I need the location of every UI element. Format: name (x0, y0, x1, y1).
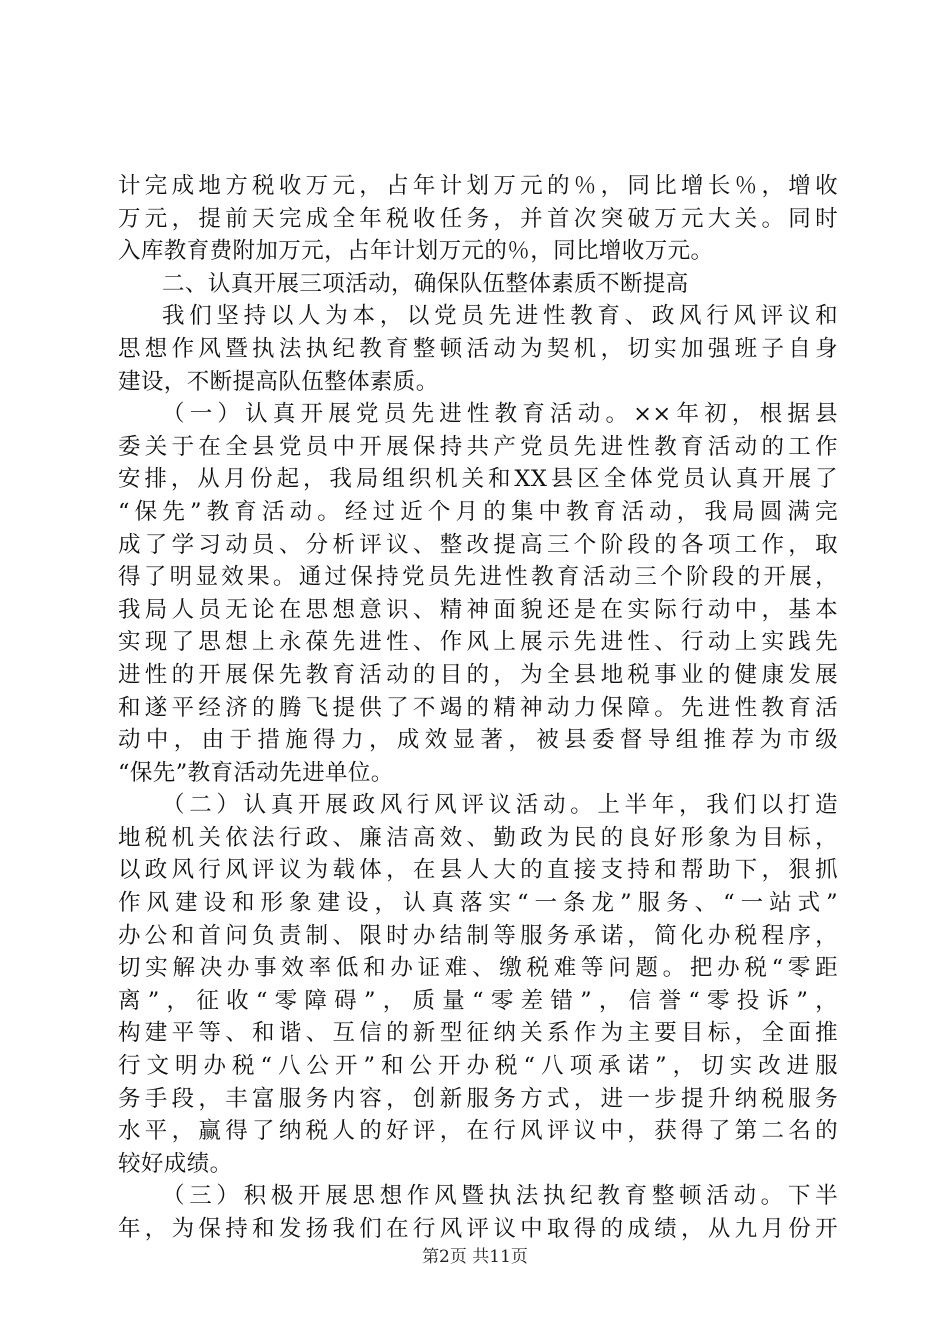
subsection-heading: （一）认真开展党员先进性教育活动。××年初，根据县 (162, 401, 838, 428)
text-line: 水平，赢得了纳税人的好评，在行风评议中，获得了第二名的 (118, 1118, 838, 1145)
text-line: 思想作风暨执法执纪教育整顿活动为契机，切实加强班子自身 (118, 335, 838, 362)
text-line: 行文明办税“八公开”和公开办税“八项承诺”，切实改进服 (118, 1053, 838, 1080)
body-text (118, 170, 838, 1246)
text-line: 离”，征收“零障碍”，质量“零差错”，信誉“零投诉”， (118, 987, 838, 1014)
text-line: 构建平等、和谐、互信的新型征纳关系作为主要目标，全面推 (118, 1020, 838, 1047)
text-line: 作风建设和形象建设，认真落实“一条龙”服务、“一站式” (118, 890, 838, 917)
text-line: 以政风行风评议为载体，在县人大的直接支持和帮助下，狠抓 (118, 857, 838, 884)
text-line: 动中，由于措施得力，成效显著，被县委督导组推荐为市级 (118, 727, 838, 754)
text-line: 入库教育费附加万元，占年计划万元的％，同比增收万元。 (118, 238, 714, 265)
text-line: 计完成地方税收万元，占年计划万元的％，同比增长％，增收 (118, 173, 838, 199)
text-line: “保先”教育活动先进单位。 (118, 759, 394, 786)
text-line: 实现了思想上永葆先进性、作风上展示先进性、行动上实践先 (118, 629, 838, 656)
text-line: 我局人员无论在思想意识、精神面貌还是在实际行动中，基本 (118, 596, 838, 623)
page-footer: 第2页 共11页 (422, 1247, 528, 1267)
text-line: 和遂平经济的腾飞提供了不竭的精神动力保障。先进性教育活 (118, 694, 838, 721)
text-line: 办公和首问负责制、限时办结制等服务承诺，简化办税程序， (118, 922, 838, 949)
text-line: 万元，提前天完成全年税收任务，并首次突破万元大关。同时 (118, 205, 838, 232)
section-heading: 二、认真开展三项活动，确保队伍整体素质不断提高 (162, 270, 689, 297)
text-line: 成了学习动员、分析评议、整改提高三个阶段的各项工作，取 (118, 531, 838, 558)
subsection-heading: （三）积极开展思想作风暨执法执纪教育整顿活动。下半 (162, 1183, 838, 1210)
text-line: 年，为保持和发扬我们在行风评议中取得的成绩，从九月份开 (118, 1216, 838, 1242)
text-line: 我们坚持以人为本，以党员先进性教育、政风行风评议和 (162, 303, 838, 330)
text-line: 地税机关依法行政、廉洁高效、勤政为民的良好形象为目标， (118, 824, 838, 851)
text-line: 进性的开展保先教育活动的目的，为全县地税事业的健康发展 (118, 661, 838, 688)
text-line: 安排，从月份起，我局组织机关和XX县区全体党员认真开展了 (118, 466, 838, 493)
subsection-heading: （二）认真开展政风行风评议活动。上半年，我们以打造 (162, 792, 838, 819)
text-line: 建设，不断提高队伍整体素质。 (118, 368, 439, 395)
text-line: “保先”教育活动。经过近个月的集中教育活动，我局圆满完 (118, 498, 838, 525)
text-line: 切实解决办事效率低和办证难、缴税难等问题。把办税“零距 (118, 955, 838, 982)
text-line: 委关于在全县党员中开展保持共产党员先进性教育活动的工作 (118, 433, 838, 460)
text-line: 较好成绩。 (118, 1150, 233, 1177)
text-line: 务手段，丰富服务内容，创新服务方式，进一步提升纳税服务 (118, 1085, 838, 1112)
text-line: 得了明显效果。通过保持党员先进性教育活动三个阶段的开展， (118, 564, 838, 591)
